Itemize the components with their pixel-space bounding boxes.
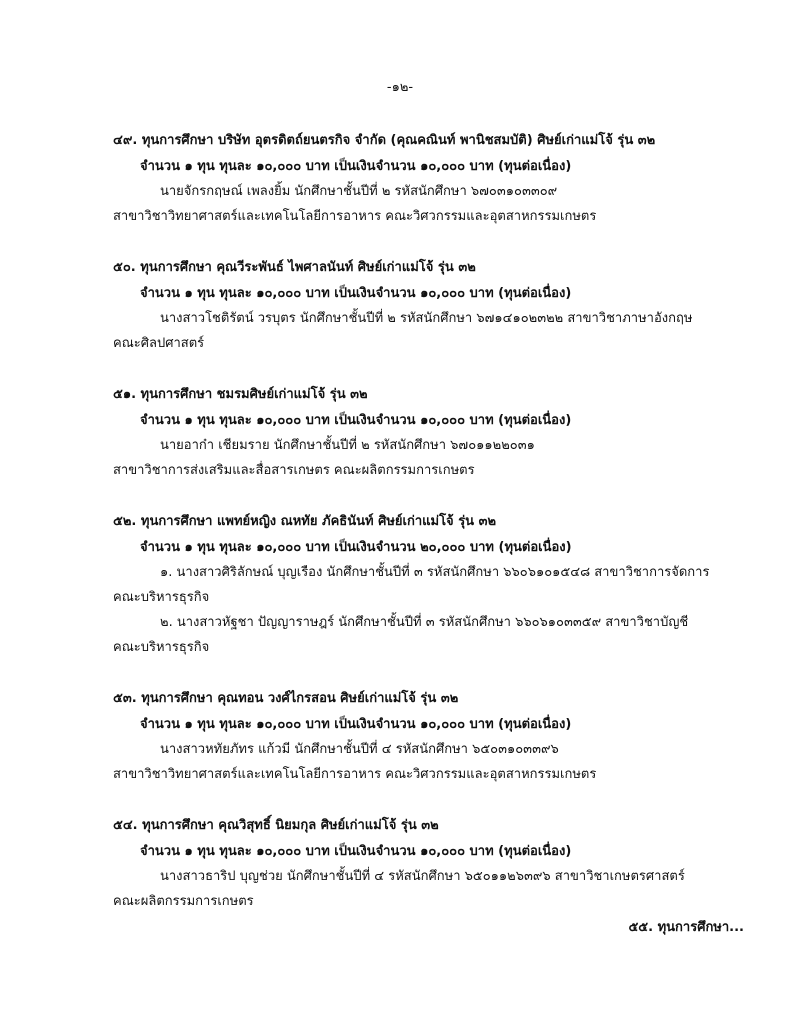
continuation-footer: ๕๕. ทุนการศึกษา... (628, 920, 744, 935)
scholarship-amount: จำนวน ๑ ทุน ทุนละ ๑๐,๐๐๐ บาท เป็นเงินจำนวน ๑๐,๐๐๐ บาท (ทุนต่อเนื่อง) (140, 286, 572, 301)
scholarship-title: ๕๐. ทุนการศึกษา คุณวีระพันธ์ ไพศาลนันท์ ศิษย์เก่าแม่โจ้ รุ่น ๓๒ (113, 260, 476, 275)
scholarship-recipient: นายอาก๋า เชียมราย นักศึกษาชั้นปีที่ ๒ รหัสนักศึกษา ๖๗๐๑๑๒๒๐๓๑ (160, 438, 535, 453)
scholarship-recipient: นางสาวธาริป บุญช่วย นักศึกษาชั้นปีที่ ๔ รหัสนักศึกษา ๖๕๐๑๑๒๖๓๙๖ สาขาวิชาเกษตรศาสตร์ (160, 869, 685, 884)
scholarship-recipient-cont: สาขาวิชาวิทยาศาสตร์และเทคโนโลยีการอาหาร คณะวิศวกรรมและอุตสาหกรรมเกษตร (113, 767, 597, 782)
scholarship-recipient-cont: สาขาวิชาการส่งเสริมและสื่อสารเกษตร คณะผลิตกรรมการเกษตร (113, 463, 475, 478)
scholarship-recipient: นางสาวหทัยภัทร แก้วมี นักศึกษาชั้นปีที่ ๔ รหัสนักศึกษา ๖๕๐๓๑๐๓๓๙๖ (160, 742, 559, 757)
scholarship-recipient: ๒. นางสาวหัฐชา ปัญญาราษฎร์ นักศึกษาชั้นปีที่ ๓ รหัสนักศึกษา ๖๖๐๖๑๐๓๓๕๙ สาขาวิชาบัญชี (160, 615, 689, 630)
scholarship-title: ๕๒. ทุนการศึกษา แพทย์หญิง ณหทัย ภัคธินันท์ ศิษย์เก่าแม่โจ้ รุ่น ๓๒ (113, 514, 497, 529)
scholarship-recipient-cont: คณะศิลปศาสตร์ (113, 336, 205, 351)
scholarship-title: ๕๓. ทุนการศึกษา คุณทอน วงศ์ไกรสอน ศิษย์เก่าแม่โจ้ รุ่น ๓๒ (113, 691, 459, 706)
scholarship-amount: จำนวน ๑ ทุน ทุนละ ๑๐,๐๐๐ บาท เป็นเงินจำนวน ๑๐,๐๐๐ บาท (ทุนต่อเนื่อง) (140, 159, 572, 174)
scholarship-title: ๕๔. ทุนการศึกษา คุณวิสุทธิ์ นิยมกุล ศิษย์เก่าแม่โจ้ รุ่น ๓๒ (113, 818, 439, 833)
scholarship-amount: จำนวน ๑ ทุน ทุนละ ๑๐,๐๐๐ บาท เป็นเงินจำนวน ๑๐,๐๐๐ บาท (ทุนต่อเนื่อง) (140, 844, 572, 859)
scholarship-amount: จำนวน ๑ ทุน ทุนละ ๑๐,๐๐๐ บาท เป็นเงินจำนวน ๑๐,๐๐๐ บาท (ทุนต่อเนื่อง) (140, 413, 572, 428)
scholarship-amount: จำนวน ๑ ทุน ทุนละ ๑๐,๐๐๐ บาท เป็นเงินจำนวน ๒๐,๐๐๐ บาท (ทุนต่อเนื่อง) (140, 540, 572, 555)
scholarship-recipient: นายจักรกฤษณ์ เพลงยิ้ม นักศึกษาชั้นปีที่ ๒ รหัสนักศึกษา ๖๗๐๓๑๐๓๓๐๙ (160, 184, 558, 199)
scholarship-recipient-cont: คณะผลิตกรรมการเกษตร (113, 894, 254, 909)
scholarship-title: ๔๙. ทุนการศึกษา บริษัท อุตรดิตถ์ยนตรกิจ จำกัด (คุณคณินท์ พานิชสมบัติ) ศิษย์เก่าแม่โจ้ รุ่น ๓๒ (113, 133, 656, 148)
scholarship-recipient: นางสาวโชติรัตน์ วรบุตร นักศึกษาชั้นปีที่ ๒ รหัสนักศึกษา ๖๗๑๔๑๐๒๓๒๒ สาขาวิชาภาษาอังกฤษ (160, 311, 693, 326)
scholarship-recipient-cont: สาขาวิชาวิทยาศาสตร์และเทคโนโลยีการอาหาร คณะวิศวกรรมและอุตสาหกรรมเกษตร (113, 209, 597, 224)
scholarship-amount: จำนวน ๑ ทุน ทุนละ ๑๐,๐๐๐ บาท เป็นเงินจำนวน ๑๐,๐๐๐ บาท (ทุนต่อเนื่อง) (140, 717, 572, 732)
page-number: -๑๒- (386, 80, 414, 95)
scholarship-title: ๕๑. ทุนการศึกษา ชมรมศิษย์เก่าแม่โจ้ รุ่น ๓๒ (113, 387, 368, 402)
scholarship-recipient: ๑. นางสาวศิริลักษณ์ บุญเรือง นักศึกษาชั้นปีที่ ๓ รหัสนักศึกษา ๖๖๐๖๑๐๑๕๔๘ สาขาวิชาการจัดการ (160, 565, 710, 580)
scholarship-recipient-cont: คณะบริหารธุรกิจ (113, 640, 210, 655)
scholarship-recipient-cont: คณะบริหารธุรกิจ (113, 590, 210, 605)
